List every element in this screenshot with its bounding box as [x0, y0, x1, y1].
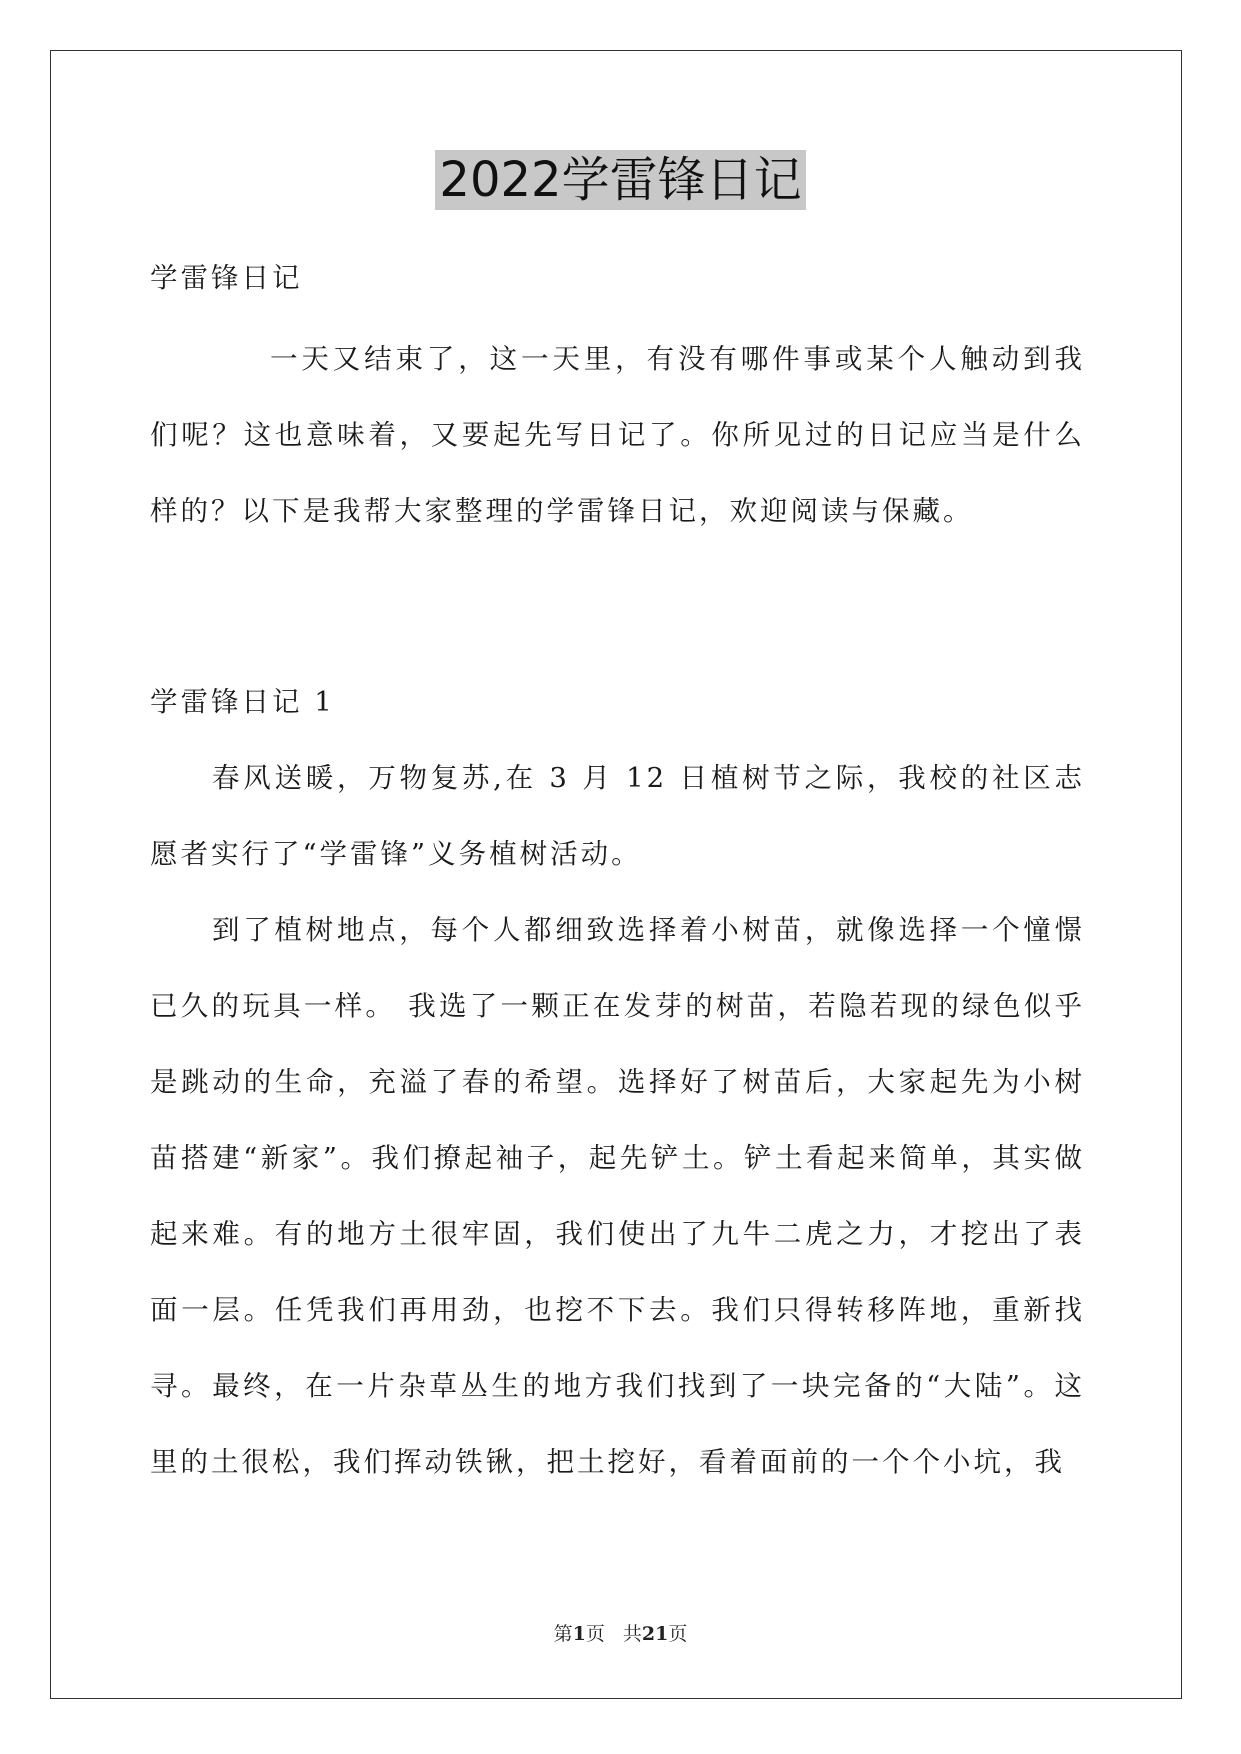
page-suffix: 页 [585, 1623, 605, 1645]
document-body [150, 240, 1085, 549]
total-suffix: 页 [668, 1623, 688, 1645]
document-title: 2022学雷锋日记 [435, 150, 805, 210]
subtitle: 学雷锋日记 [150, 262, 303, 294]
intro-paragraph: 一天又结束了，这一天里，有没有哪件事或某个人触动到我们呢？这也意味着，又要起先写日记了。你所见过的日记应当是什么样的？以下是我帮大家整理的学雷锋日记，欢迎阅读与保藏。 [150, 343, 1085, 527]
page-prefix: 第 [553, 1623, 573, 1645]
page-number: 1 [572, 1623, 586, 1645]
total-pages: 21 [641, 1623, 669, 1645]
diary-body [150, 664, 1085, 1500]
total-prefix: 共 [622, 1623, 642, 1645]
section-heading: 学雷锋日记 1 [150, 686, 335, 718]
title-container [0, 150, 1241, 210]
page-footer [0, 1620, 1241, 1648]
paragraph-2: 到了植树地点，每个人都细致选择着小树苗，就像选择一个憧憬已久的玩具一样。 我选了一颗正在发芽的树苗，若隐若现的绿色似乎是跳动的生命，充溢了春的希望。选择好了树苗后，大家起先为小树苗搭建“新家”。我们撩起袖子，起先铲土。铲土看起来简单，其实做起来难。有的地方土很牢固，我们使出了九牛二虎之力，才挖出了表面一层。任凭我们再用劲，也挖不下去。我们只得转移阵地，重新找寻。最终，在一片杂草丛生的地方我们找到了一块完备的“大陆”。这里的土很松，我们挥动铁锹，把土挖好，看着面前的一个个小坑，我 [150, 914, 1085, 1478]
paragraph-1: 春风送暖，万物复苏,在 3 月 12 日植树节之际，我校的社区志愿者实行了“学雷锋”义务植树活动。 [150, 762, 1085, 870]
